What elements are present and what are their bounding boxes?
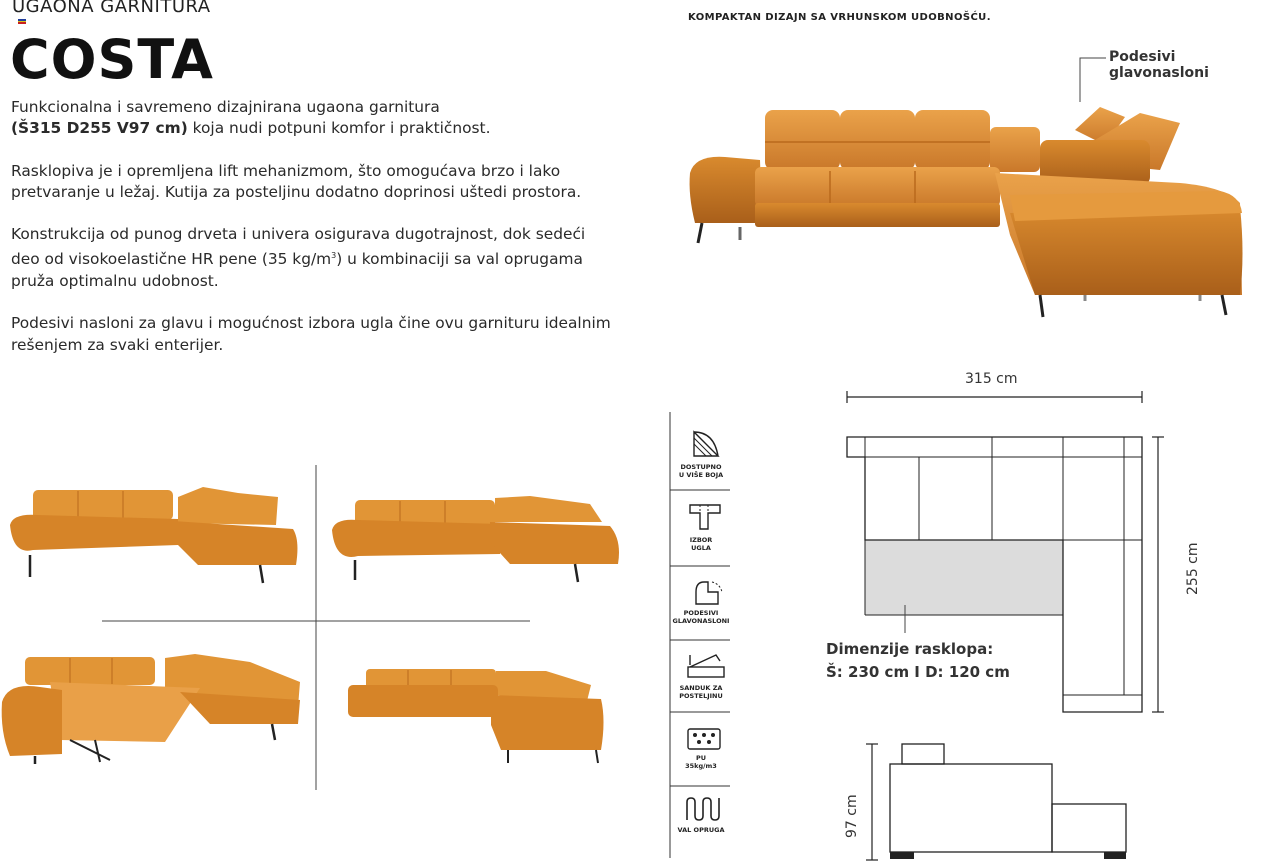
feature-label-line: POSTELJINU [679,692,723,700]
fold-dimensions-values: Š: 230 cm I D: 120 cm [826,663,1010,681]
description-text: koja nudi potpuni komfor i praktičnost. [187,119,491,138]
description-text: Konstrukcija od punog drveta i univera osigurava dugotrajnost, dok sedeći deo od visokoelastične HR pene (35 kg/m [11,225,586,269]
corner-choice-icon [688,503,722,531]
description-text: ) u kombinaciji sa val oprugama pruža optimalnu udobnost. [11,250,583,290]
tagline: KOMPAKTAN DIZAJN SA VRHUNSKOM UDOBNOŠĆU. [688,12,991,23]
feature-label-colors [670,463,732,479]
feature-label-line: VAL OPRUGA [677,826,725,834]
gallery-sofa-bed-open [0,652,305,767]
gallery-sofa-front-right [330,492,622,592]
feature-label-line: GLAVONASLONI [672,617,730,625]
feature-label-line: PU [695,754,707,762]
product-category: UGAONA GARNITURA [12,0,211,17]
height-dimension-label: 97 cm [844,794,860,838]
side-view-diagram [860,740,1135,864]
product-title: COSTA [10,28,214,91]
description-text: Funkcionalna i savremeno dizajnirana ugaona garnitura [11,98,440,116]
superscript: 3 [331,251,337,261]
gallery-sofa-front-left [8,485,303,585]
width-dimension-label: 315 cm [965,371,1018,387]
feature-label-line: SANDUK ZA [679,684,723,692]
storage-box-icon [686,653,726,679]
fold-dimensions [826,638,1010,684]
gallery-sofa-back-view [346,665,608,765]
description-paragraph: Podesivi nasloni za glavu i mogućnost izbora ugla čine ovu garnituru idealnim rešenjem za svaki enterijer. [11,314,611,354]
headrest-callout-label: Podesivi glavonasloni [1109,49,1209,81]
feature-label-spring [670,826,732,834]
spring-icon [684,796,724,822]
feature-label-line: IZBOR [689,536,713,544]
feature-label-line: 35kg/m3 [685,762,717,770]
feature-label-storage [670,684,732,700]
color-palette-icon [690,428,722,458]
feature-label-line: DOSTUPNO [680,463,722,471]
foam-icon [686,727,722,751]
feature-label-line: U VIŠE BOJA [678,471,724,479]
feature-label-headrest [670,609,732,625]
feature-label-foam [670,754,732,770]
depth-dimension-label: 255 cm [1185,542,1201,595]
description-paragraph: Rasklopiva je i opremljena lift mehanizmom, što omogućava brzo i lako pretvaranje u ležaj. Kutija za posteljinu dodatno doprinosi uštedi prostora. [11,161,582,201]
description-dimensions: (Š315 D255 V97 cm) [11,119,188,138]
headrest-icon [690,578,726,606]
feature-label-line: PODESIVI [683,609,719,617]
fold-dimensions-title: Dimenzije rasklopa: [826,640,994,658]
feature-label-corner [670,536,732,552]
feature-label-line: UGLA [691,544,711,552]
